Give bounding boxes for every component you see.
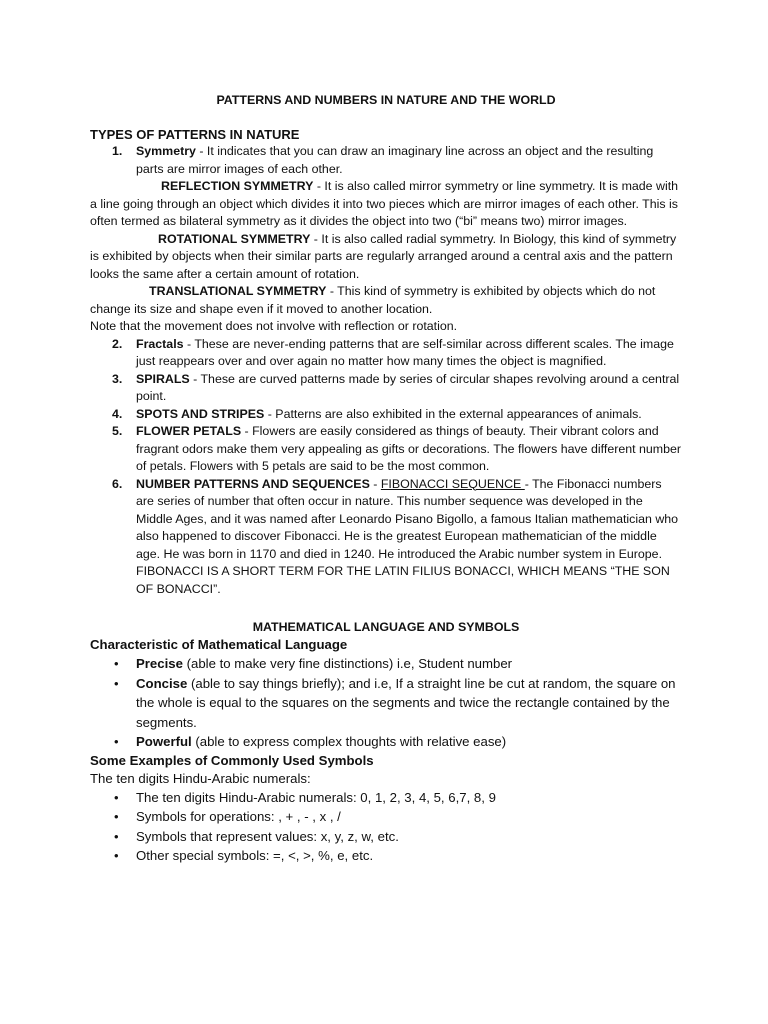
- characteristic-list: [90, 654, 682, 752]
- note-paragraph: Note that the movement does not involve with reflection or rotation.: [90, 319, 458, 333]
- symbols-intro: The ten digits Hindu-Arabic numerals:: [90, 770, 311, 786]
- item-separator: -: [369, 476, 381, 491]
- item-text: Other special symbols: =, <, >, %, e, etc.: [136, 848, 374, 863]
- term-precise: Precise: [136, 656, 183, 671]
- rotational-paragraph: [90, 231, 682, 284]
- item-text: (able to say things briefly); and i.e, If a straight line be cut at random, the square on the whole is equal to the squares on the segments and twice the rectangle contained by the segments.: [136, 675, 676, 730]
- list-item: [90, 674, 682, 733]
- item-text: - Patterns are also exhibited in the external appearances of animals.: [264, 406, 642, 421]
- term-symmetry: Symmetry: [136, 144, 196, 158]
- translational-text: - This kind of symmetry is exhibited by objects which do not change its size and shape even if it moved to another location.: [90, 284, 656, 316]
- list-item: [90, 827, 682, 847]
- characteristic-heading: Characteristic of Mathematical Language: [90, 637, 348, 652]
- list-number: 3.: [112, 371, 123, 386]
- list-number: 2.: [112, 336, 123, 351]
- term-powerful: Powerful: [136, 734, 192, 749]
- list-item: [90, 788, 682, 808]
- term-translational: TRANSLATIONAL SYMMETRY: [149, 284, 327, 298]
- list-item: [90, 807, 682, 827]
- list-item: [90, 423, 682, 476]
- term-spirals: SPIRALS: [136, 371, 190, 386]
- item-text: The ten digits Hindu-Arabic numerals: 0, 1, 2, 3, 4, 5, 6,7, 8, 9: [136, 789, 496, 805]
- item-text: - These are curved patterns made by series of circular shapes revolving around a central point.: [136, 371, 680, 403]
- translational-paragraph: [90, 283, 682, 318]
- list-item: [90, 732, 682, 752]
- bullet: •: [114, 848, 119, 863]
- page-title: PATTERNS AND NUMBERS IN NATURE AND THE WORLD: [216, 93, 556, 107]
- document-page: [90, 92, 682, 866]
- bullet: •: [114, 675, 119, 691]
- pattern-types-list-continued: [90, 336, 682, 599]
- section-heading-patterns: TYPES OF PATTERNS IN NATURE: [90, 126, 300, 142]
- item-text: Symbols that represent values: x, y, z, w, etc.: [136, 828, 399, 844]
- bullet: •: [114, 656, 119, 671]
- symbols-heading: Some Examples of Commonly Used Symbols: [90, 752, 374, 768]
- list-number: 6.: [112, 476, 123, 491]
- list-item: [90, 476, 682, 599]
- item-text: (able to make very fine distinctions) i.e, Student number: [182, 656, 513, 671]
- term-reflection: REFLECTION SYMMETRY: [161, 179, 314, 193]
- bullet: •: [114, 828, 119, 844]
- item-text: Symbols for operations: , + , - , x , /: [136, 809, 341, 824]
- bullet: •: [114, 734, 119, 749]
- section-title-math-language: MATHEMATICAL LANGUAGE AND SYMBOLS: [252, 620, 520, 634]
- fibonacci-sequence-link[interactable]: FIBONACCI SEQUENCE: [380, 476, 525, 491]
- item-text: (able to express complex thoughts with relative ease): [191, 734, 507, 749]
- pattern-types-list: [90, 143, 682, 178]
- list-number: 5.: [112, 424, 123, 438]
- reflection-text: - It is also called mirror symmetry or line symmetry. It is made with a line going through an object which divides it into two pieces which are mirror images of each other. This is often termed as bilateral symmetry as it divides the object into two (“bi” means two) mirror images.: [90, 179, 679, 228]
- term-number-patterns: NUMBER PATTERNS AND SEQUENCES: [136, 476, 370, 491]
- item-text: - Flowers are easily considered as things of beauty. Their vibrant colors and fragrant odors make them very appealing as gifts or decorations. The flowers have different number of petals. Flowers with 5 petals are said to be the most common.: [136, 424, 682, 473]
- reflection-paragraph: [90, 178, 682, 231]
- list-item: [90, 371, 682, 406]
- term-fractals: Fractals: [136, 336, 184, 351]
- symbols-list: [90, 788, 682, 866]
- list-item: [90, 143, 682, 178]
- item-text: - The Fibonacci numbers are series of number that often occur in nature. This number sequence was developed in the Middle Ages, and it was named after Leonardo Pisano Bigollo, a famous Italian mathematician who also happened to discover Fibonacci. He is the greatest European mathematician of the middle age. He was born in 1170 and died in 1240. He introduced the Arabic number system in Europe. FIBONACCI IS A SHORT TERM FOR THE LATIN FILIUS BONACCI, WHICH MEANS “THE SON OF BONACCI”.: [136, 476, 679, 596]
- list-item: [90, 654, 682, 674]
- term-spots-stripes: SPOTS AND STRIPES: [136, 406, 265, 421]
- list-number: 1.: [112, 144, 123, 158]
- list-item: [90, 406, 682, 424]
- term-flower-petals: FLOWER PETALS: [136, 424, 242, 438]
- term-concise: Concise: [136, 675, 188, 691]
- rotational-text: - It is also called radial symmetry. In Biology, this kind of symmetry is exhibited by objects when their similar parts are regularly arranged around a central axis and the pattern looks the same after a certain amount of rotation.: [90, 231, 677, 281]
- list-number: 4.: [112, 406, 123, 421]
- bullet: •: [114, 809, 119, 824]
- term-rotational: ROTATIONAL SYMMETRY: [158, 231, 311, 246]
- list-item: [90, 846, 682, 866]
- item-text: - It indicates that you can draw an imaginary line across an object and the resulting parts are mirror images of each other.: [136, 144, 654, 176]
- list-item: [90, 336, 682, 371]
- bullet: •: [114, 789, 119, 805]
- item-text: - These are never-ending patterns that are self-similar across different scales. The image just reappears over and over again no matter how many times the object is magnified.: [136, 336, 674, 368]
